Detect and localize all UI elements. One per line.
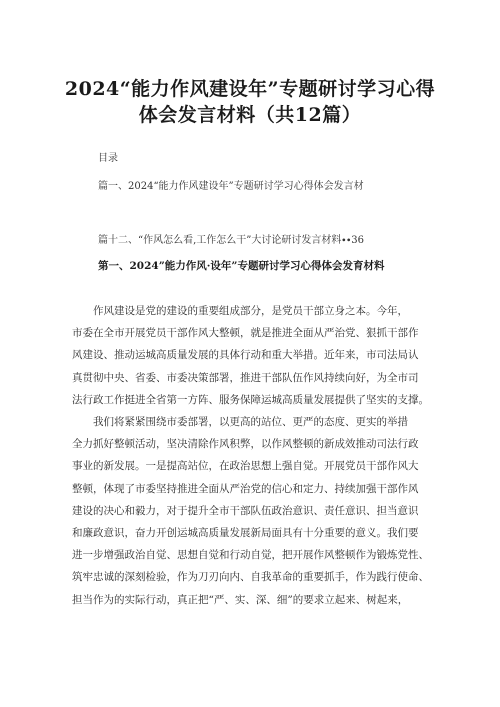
text-line: 建设的决心和毅力，对于提升全市干部队伍政治意识、责任意识、担当意识 bbox=[72, 504, 419, 517]
text-line: 法行政工作挺进全省第一方阵、服务保障运城高质量发展提供了坚实的支撑。 bbox=[72, 393, 429, 406]
text-line: 真贯彻中央、省委、市委决策部署，推进干部队伍作风持续向好，为全市司 bbox=[72, 371, 419, 384]
section-heading: 第一、2024”能力作风·设年”专题研讨学习心得体会发育材料 bbox=[98, 260, 385, 272]
toc-item[interactable]: 篇十二、“作风怎么看,工作怎么干”大讨论研讨发言材料∙∙36 bbox=[98, 235, 364, 246]
toc-item[interactable]: 篇一、2024“能力作风建设年”专题研讨学习心得体会发言材 bbox=[98, 181, 364, 192]
text-line: 进一步增强政治自觉、思想自觉和行动自觉，把开展作风整顿作为锻炼党性、 bbox=[72, 549, 429, 562]
text-line: 全力抓好整顿活动，坚决清除作风积弊，以作风整顿的新成效推动司法行政 bbox=[72, 438, 419, 451]
paragraph bbox=[72, 300, 436, 411]
text-line: 风建设、推动运城高质量发展的具体行动和重大举措。近年来，市司法局认 bbox=[72, 349, 419, 362]
text-line: 市委在全市开展党员干部作风大整顿，就是推进全面从严治党、狠抓干部作 bbox=[72, 327, 419, 340]
document-title-line-2: 体会发言材料（共12篇） bbox=[138, 104, 362, 126]
text-line: 事业的新发展。一是提高站位，在政治思想上强自觉。开展党员干部作风大 bbox=[72, 460, 419, 473]
paragraph bbox=[72, 411, 436, 611]
document-body bbox=[72, 300, 436, 611]
text-line: 我们将紧紧围绕市委部署，以更高的站位、更严的态度、更实的举措 bbox=[93, 416, 408, 429]
text-line: 作风建设是党的建设的重要组成部分，是党员干部立身之本。今年， bbox=[93, 305, 408, 317]
text-line: 和廉政意识，奋力开创运城高质量发展新局面具有十分重要的意义。我们要 bbox=[72, 527, 419, 540]
text-line: 筑牢忠诚的深刻检验，作为刀刃向内、自我革命的重要抓手，作为践行使命、 bbox=[72, 571, 429, 584]
text-line: 整顿，体现了市委坚持推进全面从严治党的信心和定力、持续加强干部作风 bbox=[72, 482, 419, 495]
toc-heading: 目录 bbox=[98, 153, 118, 164]
document-title-line-1: 2024“能力作风建设年”专题研讨学习心得 bbox=[64, 78, 436, 100]
text-line: 担当作为的实际行动，真正把“严、实、深、细”的要求立起来、树起来， bbox=[72, 593, 409, 606]
